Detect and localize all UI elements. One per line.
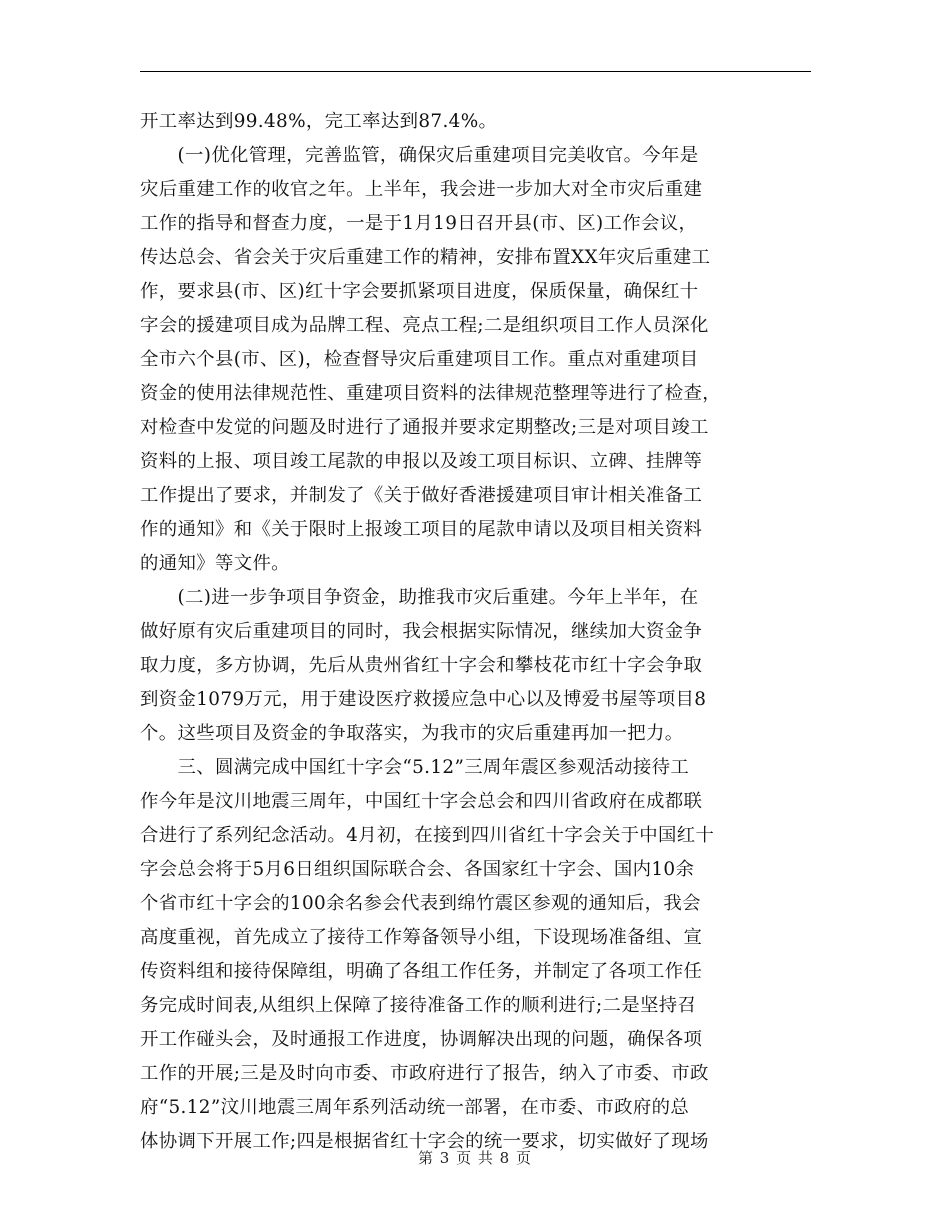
text-line: 高度重视，首先成立了接待工作筹备领导小组，下设现场准备组、宣: [140, 927, 703, 948]
text-line: 资料的上报、项目竣工尾款的申报以及竣工项目标识、立碑、挂牌等: [140, 451, 703, 472]
text-line: 传达总会、省会关于灾后重建工作的精神，安排布置XX年灾后重建工: [140, 247, 711, 268]
text-line: 三、圆满完成中国红十字会“5.12”三周年震区参观活动接待工: [140, 757, 690, 778]
text-line: 字会总会将于5月6日组织国际联合会、各国家红十字会、国内10余: [140, 859, 695, 880]
document-body: [140, 105, 811, 1159]
text-line: 传资料组和接待保障组，明确了各组工作任务，并制定了各项工作任: [140, 961, 703, 982]
text-line: 作今年是汶川地震三周年，中国红十字会总会和四川省政府在成都联: [140, 791, 703, 812]
text-line: 务完成时间表,从组织上保障了接待准备工作的顺利进行;二是坚持召: [140, 995, 697, 1016]
text-line: 字会的援建项目成为品牌工程、亮点工程;二是组织项目工作人员深化: [140, 315, 709, 336]
text-line: 合进行了系列纪念活动。4月初，在接到四川省红十字会关于中国红十: [140, 825, 715, 846]
text-line: (二)进一步争项目争资金，助推我市灾后重建。今年上半年，在: [140, 587, 699, 608]
text-line: 的通知》等文件。: [140, 553, 290, 574]
header-rule: [140, 71, 811, 72]
text-line: 府“5.12”汶川地震三周年系列活动统一部署，在市委、市政府的总: [140, 1097, 690, 1118]
text-line: 开工率达到99.48%，完工率达到87.4%。: [140, 111, 498, 132]
text-line: 做好原有灾后重建项目的同时，我会根据实际情况，继续加大资金争: [140, 621, 703, 642]
text-line: 全市六个县(市、区)，检查督导灾后重建项目工作。重点对重建项目: [140, 349, 699, 370]
text-line: 工作提出了要求，并制发了《关于做好香港援建项目审计相关准备工: [140, 485, 703, 506]
text-line: 资金的使用法律规范性、重建项目资料的法律规范整理等进行了检查，: [140, 383, 721, 404]
text-line: 开工作碰头会，及时通报工作进度，协调解决出现的问题，确保各项: [140, 1029, 703, 1050]
text-line: 灾后重建工作的收官之年。上半年，我会进一步加大对全市灾后重建: [140, 179, 703, 200]
text-line: 个省市红十字会的100余名参会代表到绵竹震区参观的通知后，我会: [140, 893, 701, 914]
text-line: 作的通知》和《关于限时上报竣工项目的尾款申请以及项目相关资料: [140, 519, 703, 540]
text-line: 作，要求县(市、区)红十字会要抓紧项目进度，保质保量，确保红十: [140, 281, 699, 302]
text-line: 对检查中发觉的问题及时进行了通报并要求定期整改;三是对项目竣工: [140, 417, 709, 438]
text-line: 体协调下开展工作;四是根据省红十字会的统一要求，切实做好了现场: [140, 1131, 709, 1152]
text-line: 取力度，多方协调，先后从贵州省红十字会和攀枝花市红十字会争取: [140, 655, 703, 676]
text-line: 工作的指导和督查力度，一是于1月19日召开县(市、区)工作会议，: [140, 213, 698, 234]
text-line: 到资金1079万元，用于建设医疗救援应急中心以及博爱书屋等项目8: [140, 689, 707, 710]
text-line: 个。这些项目及资金的争取落实，为我市的灾后重建再加一把力。: [140, 723, 684, 744]
text-line: (一)优化管理，完善监管，确保灾后重建项目完美收官。今年是: [140, 145, 699, 166]
text-line: 工作的开展;三是及时向市委、市政府进行了报告，纳入了市委、市政: [140, 1063, 709, 1084]
page-footer: 第 3 页 共 8 页: [418, 1149, 532, 1167]
